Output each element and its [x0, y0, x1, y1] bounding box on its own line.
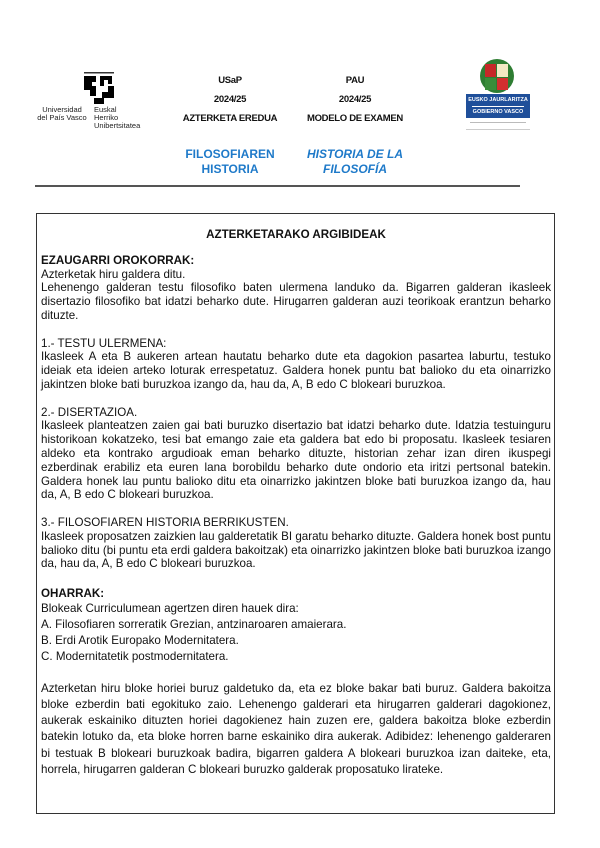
- notes-text: Azterketan hiru bloke horiei buruz galdetuko da, eta ez bloke bakar bati buruz. Galdera bakoitza bloke ezberdin bati egokituko zaio. Lehenengo galderari eta hirugarren galderari dagokionez, aukerak eskainiko dituzten horiei dagokienez hain zuzen ere, galdera bakoitza bloke ezberdin batekin lotuko da, eta bloke horren barne eskainiko dira aukerak. Adibidez: lehenengo galderaren bi testuak B blokeari buruzkoak badira, bigarren galdera A blokeari buruzkoa izan daiteke, eta, horrela, hirugarren galderan C blokeari buruzko galderak proposatuko lirateke.: [41, 681, 551, 776]
- upv-name-es-1: Universidad: [42, 105, 82, 114]
- exam-name-eu: USaP: [218, 75, 242, 86]
- notes-intro: Blokeak Curriculumean agertzen diren hauek dira:: [41, 601, 299, 615]
- exam-name-es: PAU: [345, 75, 365, 86]
- header-col-es: [295, 71, 415, 128]
- general-paragraph-2: Lehenengo galderan testu filosofiko baten ulermena landuko da. Bigarren galderan ikasleek disertazio filosofiko bat idatzi beharko dute. Hirugarren galderan auzi teorikoak erantzun beharko dituzte.: [41, 281, 551, 322]
- subject-eu-line-1: FILOSOFIAREN: [185, 147, 275, 161]
- upv-ehu-emblem-icon: [80, 72, 120, 106]
- block-b: B. Erdi Arotik Europako Modernitatera.: [41, 633, 239, 647]
- subject-es: [290, 147, 420, 177]
- general-heading: EZAUGARRI OROKORRAK:: [41, 253, 195, 267]
- question-1-text: Ikasleek A eta B aukeren artean hautatu beharko dute eta dagokion pasartea laburtu, testuko ideiak eta ideien arteko loturak errespetatuz. Galdera honek puntu bat balioko du eta oinarrizko jakintzen bloke bati buruzkoa izango da, hau da, A, B edo C blokeari buruzkoa.: [41, 350, 551, 391]
- model-label-es: MODELO DE EXAMEN: [306, 113, 403, 124]
- upv-name-es-2: del País Vasco: [37, 113, 87, 122]
- subject-es-line-2: FILOSOFÍA: [323, 162, 387, 176]
- question-1-heading: 1.- TESTU ULERMENA:: [41, 336, 167, 350]
- subject-es-line-1: HISTORIA DE LA: [306, 147, 403, 161]
- question-3-heading: 3.- FILOSOFIAREN HISTORIA BERRIKUSTEN.: [41, 515, 289, 529]
- upv-name-eu-1: Euskal Herriko: [94, 105, 119, 122]
- header-col-eu: [175, 71, 285, 128]
- notes-heading: OHARRAK:: [41, 586, 105, 600]
- instructions-box: [36, 213, 555, 814]
- header-divider: [35, 185, 520, 187]
- upv-ehu-logo: [36, 68, 141, 130]
- question-2-text: Ikasleek planteatzen zaien gai bati buruzko disertazio bat idatzi beharko dute. Idatzia testuinguru historikoan kokatzeko, tesi bat emango zaie eta galdera bat edo bi proposatu. Ikasleek tesiaren aldeko eta kontrako argudioak eman beharko dituzte, historian zehar izan diren ikuspegi ezberdinak erabiliz eta euren lana borobildu beharko dute ondorio eta iritzi pertsonal batekin. Galdera honek lau puntu balioko ditu eta oinarrizko jakintzen bloke bati buruzkoa izango da, hau da, A, B edo C blokeari buruzkoa.: [41, 419, 551, 502]
- upv-name-eu-2: Unibertsitatea: [94, 121, 141, 130]
- question-3-text: Ikasleek proposatzen zaizkien lau galderetatik BI garatu beharko dituzte. Galdera honek bost puntu balioko ditu (bi puntu eta erdi galdera bakoitzak) eta oinarrizko jakintzen bloke bati buruzkoa izango da, hau da, A, B edo C blokeari buruzkoa.: [41, 529, 551, 571]
- block-a: A. Filosofiaren sorreratik Grezian, antzinaroaren amaierara.: [41, 617, 347, 631]
- gov-name-eu: EUSKO JAURLARITZA: [468, 97, 528, 103]
- instructions-title: AZTERKETARAKO ARGIBIDEAK: [206, 228, 386, 241]
- question-2-heading: 2.- DISERTAZIOA.: [41, 405, 138, 419]
- year-eu: 2024/25: [213, 94, 247, 105]
- subject-eu-line-2: HISTORIA: [201, 162, 259, 176]
- coat-of-arms-icon: [474, 58, 520, 94]
- basque-government-logo: [466, 58, 530, 134]
- year-es: 2024/25: [338, 94, 372, 105]
- general-paragraph-1: Azterketak hiru galdera ditu.: [41, 267, 186, 281]
- model-label-eu: AZTERKETA EREDUA: [182, 113, 278, 124]
- block-c: C. Modernitatetik postmodernitatera.: [41, 649, 229, 663]
- subject-eu: [170, 147, 290, 177]
- gov-name-es: GOBIERNO VASCO: [472, 106, 524, 117]
